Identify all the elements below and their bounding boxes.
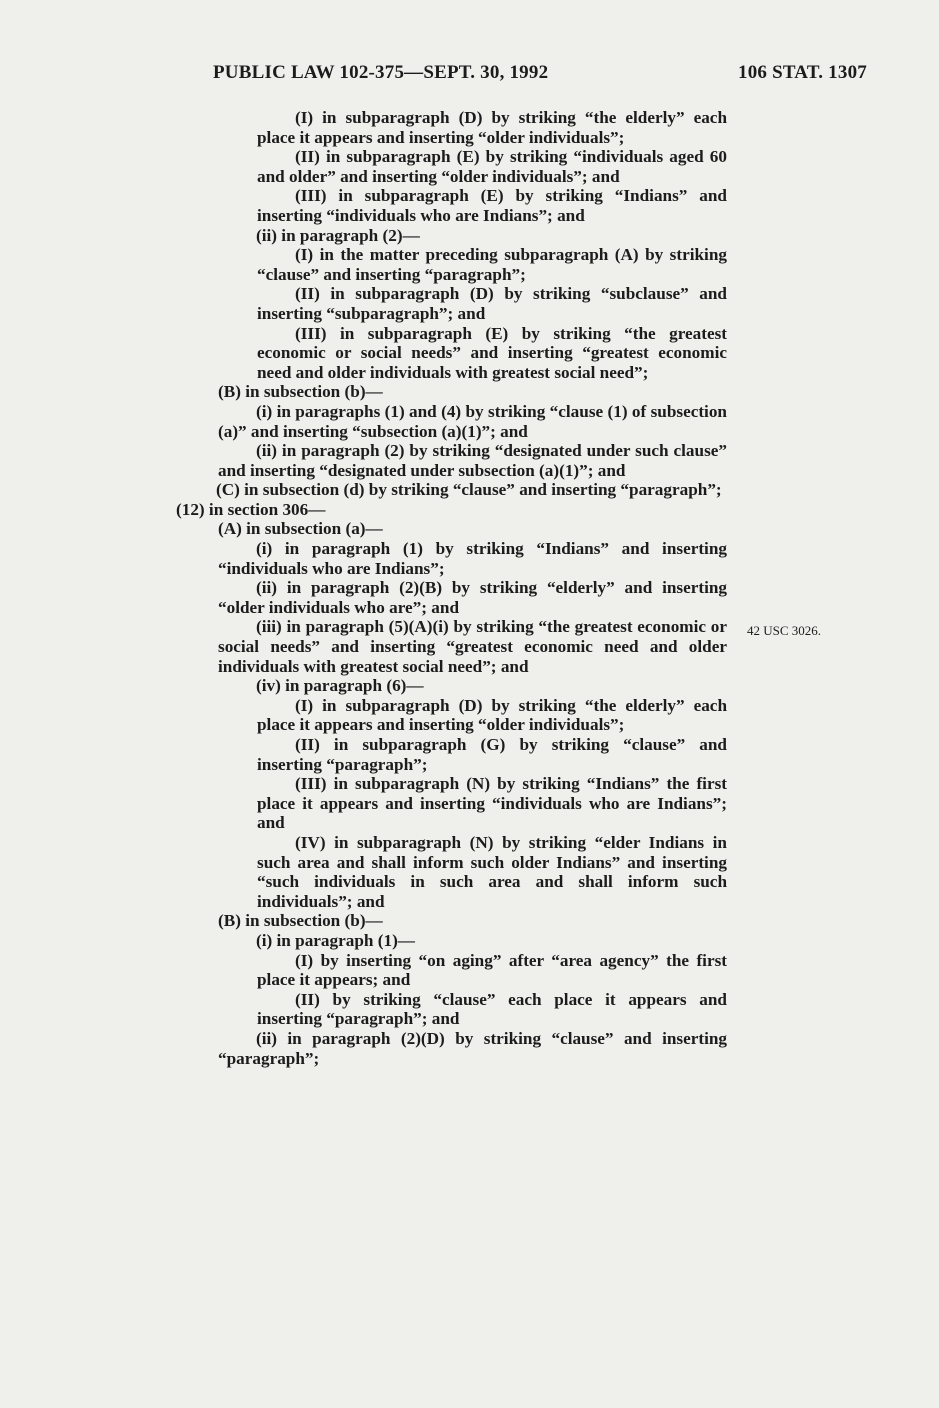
paragraph: (ii) in paragraph (2)(B) by striking “elderly” and inserting “older individuals who are”; and [218,578,727,617]
paragraph: (ii) in paragraph (2)(D) by striking “clause” and inserting “paragraph”; [218,1028,727,1068]
paragraph: (A) in subsection (a)— [218,519,383,539]
paragraph: (II) in subparagraph (G) by striking “clause” and inserting “paragraph”; [257,735,727,774]
paragraph: (III) in subparagraph (N) by striking “Indians” the first place it appears and inserting “individuals who are Indians”; and [257,774,727,833]
paragraph: (II) in subparagraph (E) by striking “individuals aged 60 and older” and inserting “older individuals”; and [257,147,727,186]
paragraph: (ii) in paragraph (2) by striking “designated under such clause” and inserting “designated under subsection (a)(1)”; and [218,441,727,480]
paragraph: (IV) in subparagraph (N) by striking “elder Indians in such area and shall inform such older Indians” and inserting “such individuals in such area and shall inform such individuals”; and [257,832,727,911]
paragraph: (B) in subsection (b)— [218,911,383,931]
paragraph: (III) in subparagraph (E) by striking “the greatest economic or social needs” and inserting “greatest economic need and older individuals with greatest social need”; [257,323,727,382]
paragraph: (I) in the matter preceding subparagraph (A) by striking “clause” and inserting “paragraph”; [257,245,727,284]
paragraph: (C) in subsection (d) by striking “clause” and inserting “paragraph”; [216,480,722,500]
document-body [176,108,727,1068]
paragraph: (i) in paragraph (1)— [256,930,415,950]
paragraph: (II) by striking “clause” each place it appears and inserting “paragraph”; and [257,989,727,1029]
paragraph: (iii) in paragraph (5)(A)(i) by striking “the greatest economic or social needs” and inserting “greatest economic need and older individuals with greatest social need”; and [218,617,727,676]
paragraph: (II) in subparagraph (D) by striking “subclause” and inserting “subparagraph”; and [257,284,727,323]
paragraph: (III) in subparagraph (E) by striking “Indians” and inserting “individuals who are Indians”; and [257,186,727,225]
law-title: PUBLIC LAW 102-375—SEPT. 30, 1992 [213,62,549,83]
paragraph: (ii) in paragraph (2)— [256,225,420,245]
margin-citation: 42 USC 3026. [747,623,822,638]
stat-page-number: 106 STAT. 1307 [738,62,867,83]
paragraph: (B) in subsection (b)— [218,382,383,402]
paragraph: (I) in subparagraph (D) by striking “the elderly” each place it appears and inserting “older individuals”; [257,108,727,147]
paragraph: (i) in paragraph (1) by striking “Indians” and inserting “individuals who are Indians”; [218,539,727,578]
paragraph: (i) in paragraphs (1) and (4) by striking “clause (1) of subsection (a)” and inserting “subsection (a)(1)”; and [218,401,727,441]
paragraph: (iv) in paragraph (6)— [256,676,424,696]
paragraph: (I) by inserting “on aging” after “area agency” the first place it appears; and [257,950,727,990]
paragraph: (I) in subparagraph (D) by striking “the elderly” each place it appears and inserting “older individuals”; [257,695,727,735]
paragraph: (12) in section 306— [176,499,326,519]
